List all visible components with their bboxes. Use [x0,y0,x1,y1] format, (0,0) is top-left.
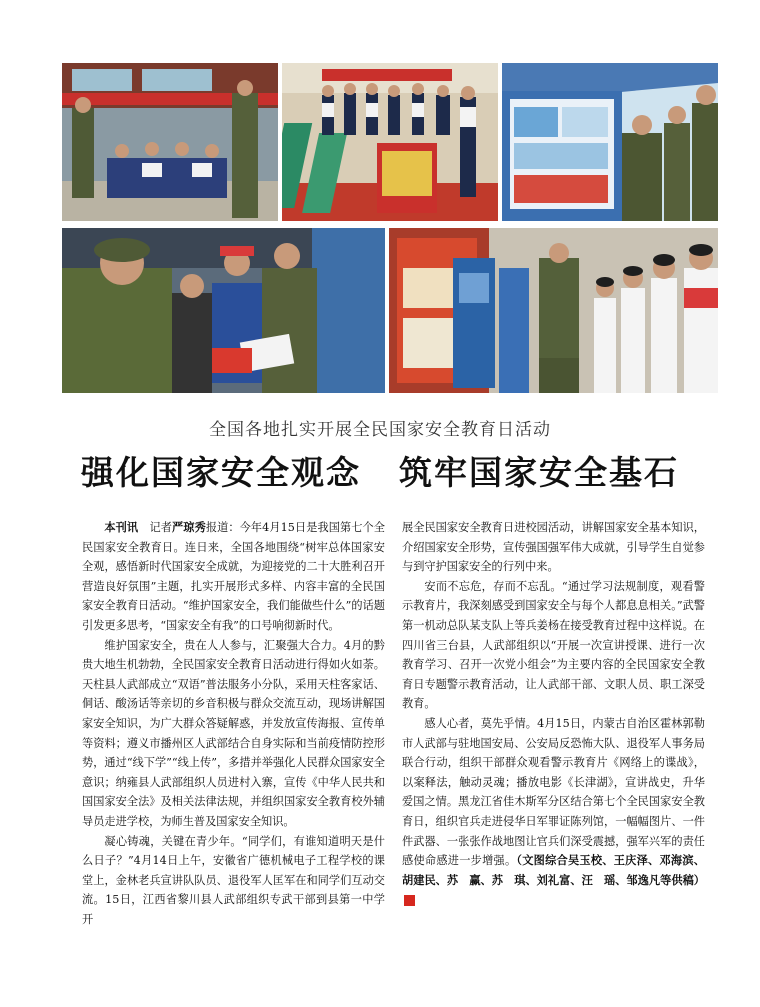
article-column-right [402,518,705,910]
article-column-left [82,518,385,929]
article-subtitle: 全国各地扎实开展全民国家安全教育日活动 [209,420,551,440]
article-headline [0,447,760,494]
headline-part-1: 强化国家安全观念 [81,453,361,492]
paragraph-2: 维护国家安全，贵在人人参与，汇聚强大合力。4月的黔贵大地生机勃勃，全民国家安全教育日活动进行得如火如荼。天柱县人武部成立“双语”普法服务小分队，采用天柱客家话、侗话、酸汤话等亲切的乡音积极与群众交流互动，现场讲解国家安全知识，为广大群众答疑解惑，并发放宣传海报、宣传单等资料；遵义市播州区人武部结合自身实际和当前疫情防控形势，通过“线下学”“线上传”，多措并举强化人民群众国家安全意识；纳雍县人武部组织人员进村入寨，宣传《中华人民共和国国家安全法》及相关法律法规，并组织国家安全教育校外辅导员走进学校，为师生普及国家安全知识。 [82,638,385,828]
photo-soldiers-pointing-at-poster [502,63,718,221]
photo-students-viewing-display-boards [282,63,498,221]
paragraph-5-text: 感人心者，莫先乎情。4月15日，内蒙古自治区霍林郭勒市人武部与驻地国安局、公安局反恐怖大队、退役军人事务局联合行动，组织干部群众观看警示教育片《网络上的谍战》，以案释法，触动灵魂；播放电影《长津湖》，宣讲战史，升华爱国之情。黑龙江省佳木斯军分区结合第七个全民国家安全教育日，组织官兵走进侵华日军罪证陈列馆，一幅幅图片、一件件武器、一张张作战地图让官兵们深受震撼，强军兴军的责任感使命感进一步增强。 [402,716,705,868]
byline-reporter-prefix: 记者 [149,521,173,534]
headline-part-2: 筑牢国家安全基石 [399,453,679,492]
paragraph-5 [402,714,705,910]
photo-soldiers-reading-with-villagers [62,63,278,221]
paragraph-1-text: 报道：今年4月15日是我国第七个全民国家安全教育日。连日来，全国各地围绕“树牢总体国家安全观，感悟新时代国家安全成就，为迎接党的二十大胜利召开营造良好氛围”主题，扎实开展形式多样、内容丰富的全民国家安全教育日活动。“维护国家安全，我们能做些什么”的话题引发更多思考，“国家安全有我”的口号响彻新时代。 [82,521,385,632]
byline-reporter: 严琼秀 [172,521,206,534]
paragraph-1 [82,518,385,636]
photo-soldiers-with-women-in-traditional-dress [62,228,385,393]
photo-soldier-explaining-exhibition-to-students [389,228,718,393]
byline-label: 本刊讯 [104,521,139,534]
photo-credit: （文图综合吴玉校、王庆泽、邓海滨、胡建民、苏 赢、苏 琪、刘礼富、汪 瑶、邹逸凡等供稿） [402,854,705,887]
paragraph-3-start: 凝心铸魂，关键在青少年。“同学们，有谁知道明天是什么日子？”4月14日上午，安徽省广德机械电子工程学校的课堂上，金林老兵宣讲队队员、退役军人匡军在和同学们互动交流。15日，江西省黎川县人武部组织专武干部到县第一中学开 [82,834,385,926]
paragraph-4: 安而不忘危，存而不忘乱。“通过学习法规制度，观看警示教育片，我深刻感受到国家安全与每个人都息息相关。”武警第一机动总队某支队上等兵姜杨在接受教育过程中这样说。在四川省三台县，人武部组织以“开展一次宣讲授课、进行一次教育学习、召开一次党小组会”为主要内容的全民国家安全教育日专题警示教育活动，让人武部干部、文职人员、职工深受教育。 [402,579,705,711]
magazine-logo-icon: G [404,895,415,906]
paragraph-3-end: 展全民国家安全教育日进校园活动，讲解国家安全基本知识，介绍国家安全形势，宣传强国强军伟大成就，引导学生自觉参与到守护国家安全的行列中来。 [402,521,705,574]
